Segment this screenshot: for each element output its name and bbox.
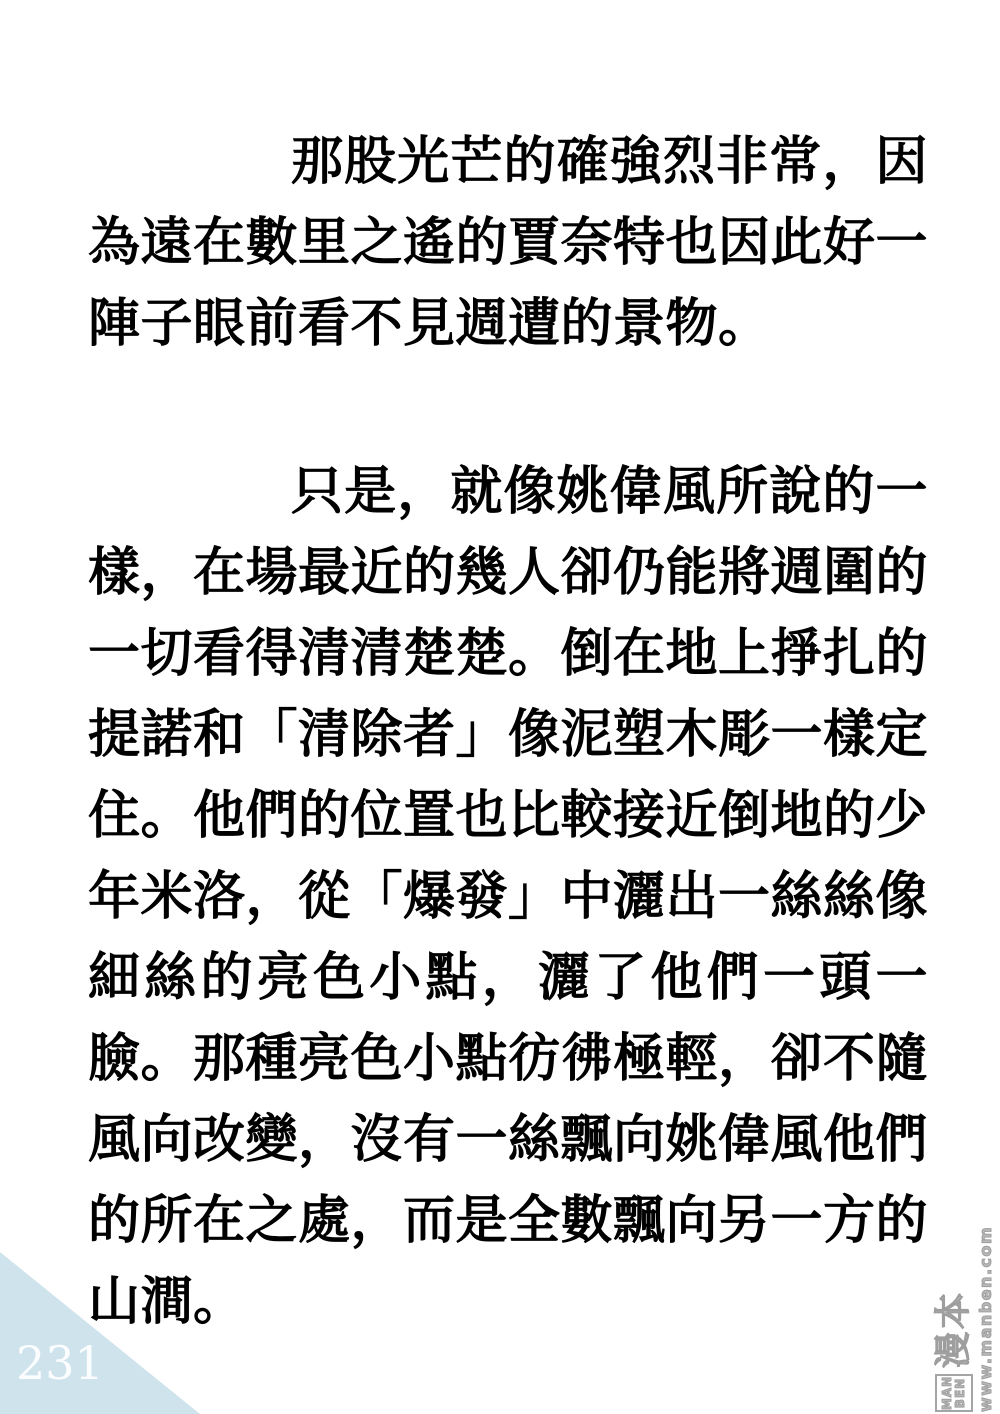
manben-logo-cjk: 漫本 (933, 1289, 974, 1368)
logo-text-man: MAN (940, 1375, 954, 1411)
paragraph-2: 只是，就像姚偉風所說的一樣，在場最近的幾人卻仍能將週圍的一切看得清清楚楚。倒在地上掙扎的提諾和「清除者」像泥塑木彫一樣定住。他們的位置也比較接近倒地的少年米洛，從「爆發」中灑出一絲絲像細絲的亮色小點，灑了他們一頭一臉。那種亮色小點彷彿極輕，卻不隨風向改變，沒有一絲飄向姚偉風他們的所在之處，而是全數飄向另一方的山澗。 (88, 462, 929, 1332)
body-text (88, 122, 928, 1343)
manben-logo-icon (935, 1374, 973, 1412)
watermark-logo-row (933, 1252, 975, 1412)
paragraph-1: 那股光芒的確強烈非常，因為遠在數里之遙的賈奈特也因此好一陣子眼前看不見週遭的景物。 (88, 132, 929, 354)
manben-watermark (933, 1225, 997, 1412)
page-number: 231 (16, 1336, 104, 1390)
logo-text-ben: BEN (953, 1377, 967, 1409)
watermark-url: www.manben.com (976, 1225, 995, 1412)
